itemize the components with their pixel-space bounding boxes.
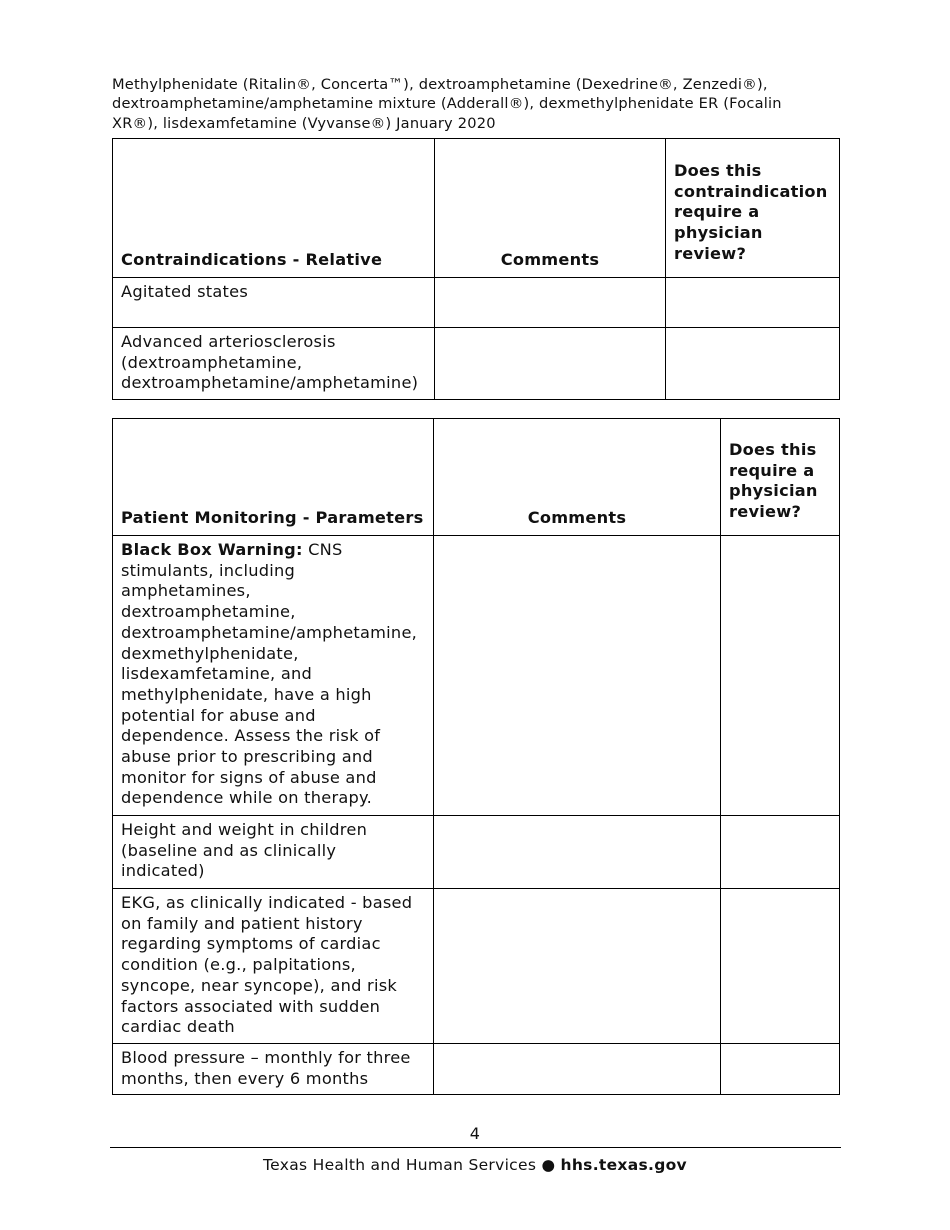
table-row [113,889,840,1044]
review-cell[interactable] [721,1044,840,1095]
review-cell[interactable] [721,816,840,889]
monitoring-cell: Height and weight in children (baseline and as clinically indicated) [113,816,434,889]
table-row [113,816,840,889]
table-header-row [113,139,840,278]
column-header-physician-review: Does this contraindication require a physician review? [666,139,840,278]
column-header-comments: Comments [435,139,666,278]
comments-cell[interactable] [435,278,666,328]
table-row [113,536,840,816]
column-header-physician-review: Does this require a physician review? [721,419,840,536]
comments-cell[interactable] [435,328,666,400]
monitoring-cell: Blood pressure – monthly for three months, then every 6 months [113,1044,434,1095]
table-row [113,328,840,400]
footer-divider [110,1147,841,1148]
contraindications-table [112,138,840,400]
footer-org: Texas Health and Human Services [263,1156,537,1174]
comments-cell[interactable] [434,816,721,889]
monitoring-table [112,418,840,1095]
review-cell[interactable] [721,889,840,1044]
document-header: Methylphenidate (Ritalin®, Concerta™), dextroamphetamine (Dexedrine®, Zenzedi®), dextroamphetamine/amphetamine mixture (Adderall®), dexmethylphenidate ER (Focalin XR®), lisdexamfetamine (Vyvanse®) January 2020 [112,76,782,132]
column-header-comments: Comments [434,419,721,536]
column-header-contraindications: Contraindications - Relative [113,139,435,278]
comments-cell[interactable] [434,1044,721,1095]
comments-cell[interactable] [434,889,721,1044]
table-header-row [113,419,840,536]
review-cell[interactable] [666,328,840,400]
page-footer [0,1155,950,1176]
bullet-icon: ● [541,1156,556,1174]
contraindication-cell: Advanced arteriosclerosis (dextroamphetamine, dextroamphetamine/amphetamine) [113,328,435,400]
comments-cell[interactable] [434,536,721,816]
footer-site-link[interactable]: hhs.texas.gov [560,1156,687,1174]
column-header-monitoring: Patient Monitoring - Parameters [113,419,434,536]
contraindication-cell: Agitated states [113,278,435,328]
monitoring-cell [113,536,434,816]
review-cell[interactable] [666,278,840,328]
table-row [113,278,840,328]
table-row [113,1044,840,1095]
black-box-label: Black Box Warning: [121,540,303,559]
page-number: 4 [469,1124,481,1143]
monitoring-cell: EKG, as clinically indicated - based on family and patient history regarding symptoms of cardiac condition (e.g., palpitations, syncope, near syncope), and risk factors associated with sudden cardiac death [113,889,434,1044]
review-cell[interactable] [721,536,840,816]
monitoring-text: CNS stimulants, including amphetamines, dextroamphetamine, dextroamphetamine/amphetamine, dexmethylphenidate, lisdexamfetamine, and methylphenidate, have a high potential for abuse and dependence. Assess the risk of abuse prior to prescribing and monitor for signs of abuse and dependence while on therapy. [121,540,418,808]
